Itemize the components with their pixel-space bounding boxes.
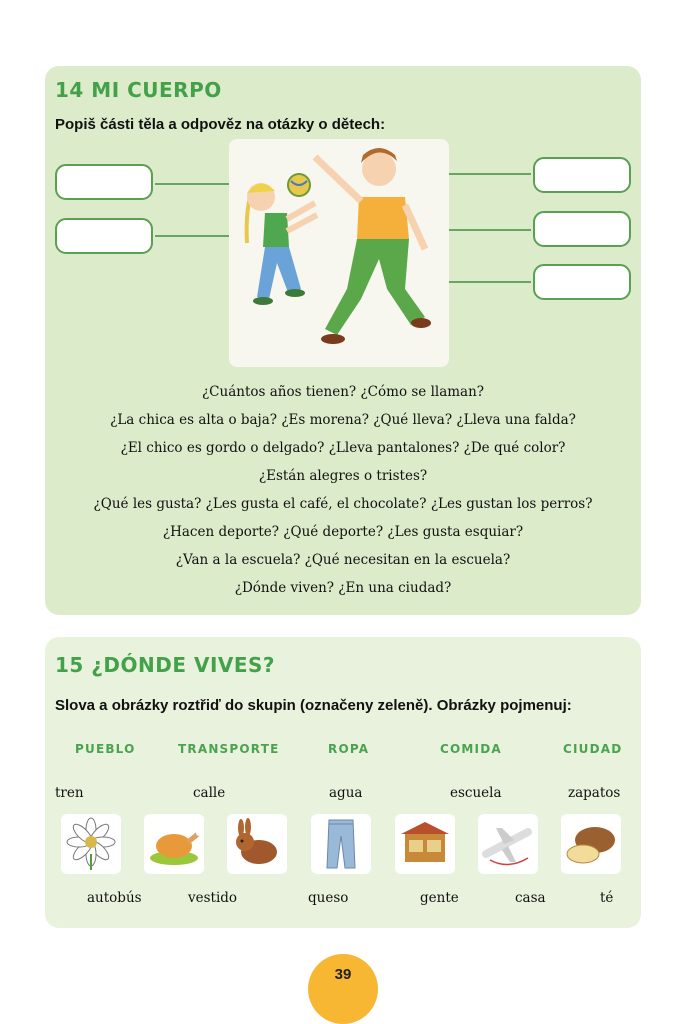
word-item[interactable]: autobús	[87, 890, 142, 906]
bread-icon[interactable]	[561, 814, 621, 874]
question-line: ¿La chica es alta o baja? ¿Es morena? ¿Qué lleva? ¿Lleva una falda?	[110, 412, 576, 428]
question-line: ¿Van a la escuela? ¿Qué necesitan en la escuela?	[175, 552, 511, 568]
category-ciudad: CIUDAD	[563, 742, 623, 756]
children-illustration	[229, 139, 449, 367]
word-item[interactable]: agua	[329, 785, 363, 801]
question-line: ¿Dónde viven? ¿En una ciudad?	[234, 580, 452, 596]
category-comida: COMIDA	[440, 742, 502, 756]
rabbit-icon[interactable]	[227, 814, 287, 874]
body-part-input-4[interactable]	[533, 211, 631, 247]
page-number: 39	[334, 966, 352, 983]
body-part-input-2[interactable]	[55, 218, 153, 254]
question-line: ¿Hacen deporte? ¿Qué deporte? ¿Les gusta esquiar?	[162, 524, 524, 540]
question-line: ¿Cuántos años tienen? ¿Cómo se llaman?	[201, 384, 485, 400]
section-title: 15 ¿DÓNDE VIVES?	[55, 653, 276, 677]
word-item[interactable]: gente	[420, 890, 459, 906]
section-donde-vives	[45, 637, 641, 928]
page-number-badge	[308, 954, 378, 1024]
market-stall-icon[interactable]	[395, 814, 455, 874]
flower-icon[interactable]	[61, 814, 121, 874]
airplane-icon[interactable]	[478, 814, 538, 874]
section-title: 14 MI CUERPO	[55, 78, 222, 102]
roast-chicken-icon[interactable]	[144, 814, 204, 874]
jeans-icon[interactable]	[311, 814, 371, 874]
body-part-input-5[interactable]	[533, 264, 631, 300]
word-item[interactable]: queso	[308, 890, 349, 906]
section-instruction: Popiš části těla a odpověz na otázky o dětech:	[55, 116, 386, 133]
category-pueblo: PUEBLO	[75, 742, 136, 756]
question-list	[45, 378, 641, 602]
body-part-input-1[interactable]	[55, 164, 153, 200]
category-transporte: TRANSPORTE	[178, 742, 280, 756]
body-part-input-3[interactable]	[533, 157, 631, 193]
question-line: ¿Están alegres o tristes?	[258, 468, 428, 484]
word-item[interactable]: vestido	[188, 890, 238, 906]
word-item[interactable]: calle	[193, 785, 226, 801]
question-line: ¿Qué les gusta? ¿Les gusta el café, el chocolate? ¿Les gustan los perros?	[93, 496, 593, 512]
word-item[interactable]: té	[600, 890, 614, 906]
word-item[interactable]: casa	[515, 890, 546, 906]
section-mi-cuerpo	[45, 66, 641, 615]
word-item[interactable]: zapatos	[568, 785, 621, 801]
category-ropa: ROPA	[328, 742, 370, 756]
question-line: ¿El chico es gordo o delgado? ¿Lleva pantalones? ¿De qué color?	[120, 440, 566, 456]
word-item[interactable]: escuela	[450, 785, 502, 801]
word-item[interactable]: tren	[55, 785, 84, 801]
section-instruction: Slova a obrázky roztřiď do skupin (označeny zeleně). Obrázky pojmenuj:	[55, 697, 572, 714]
